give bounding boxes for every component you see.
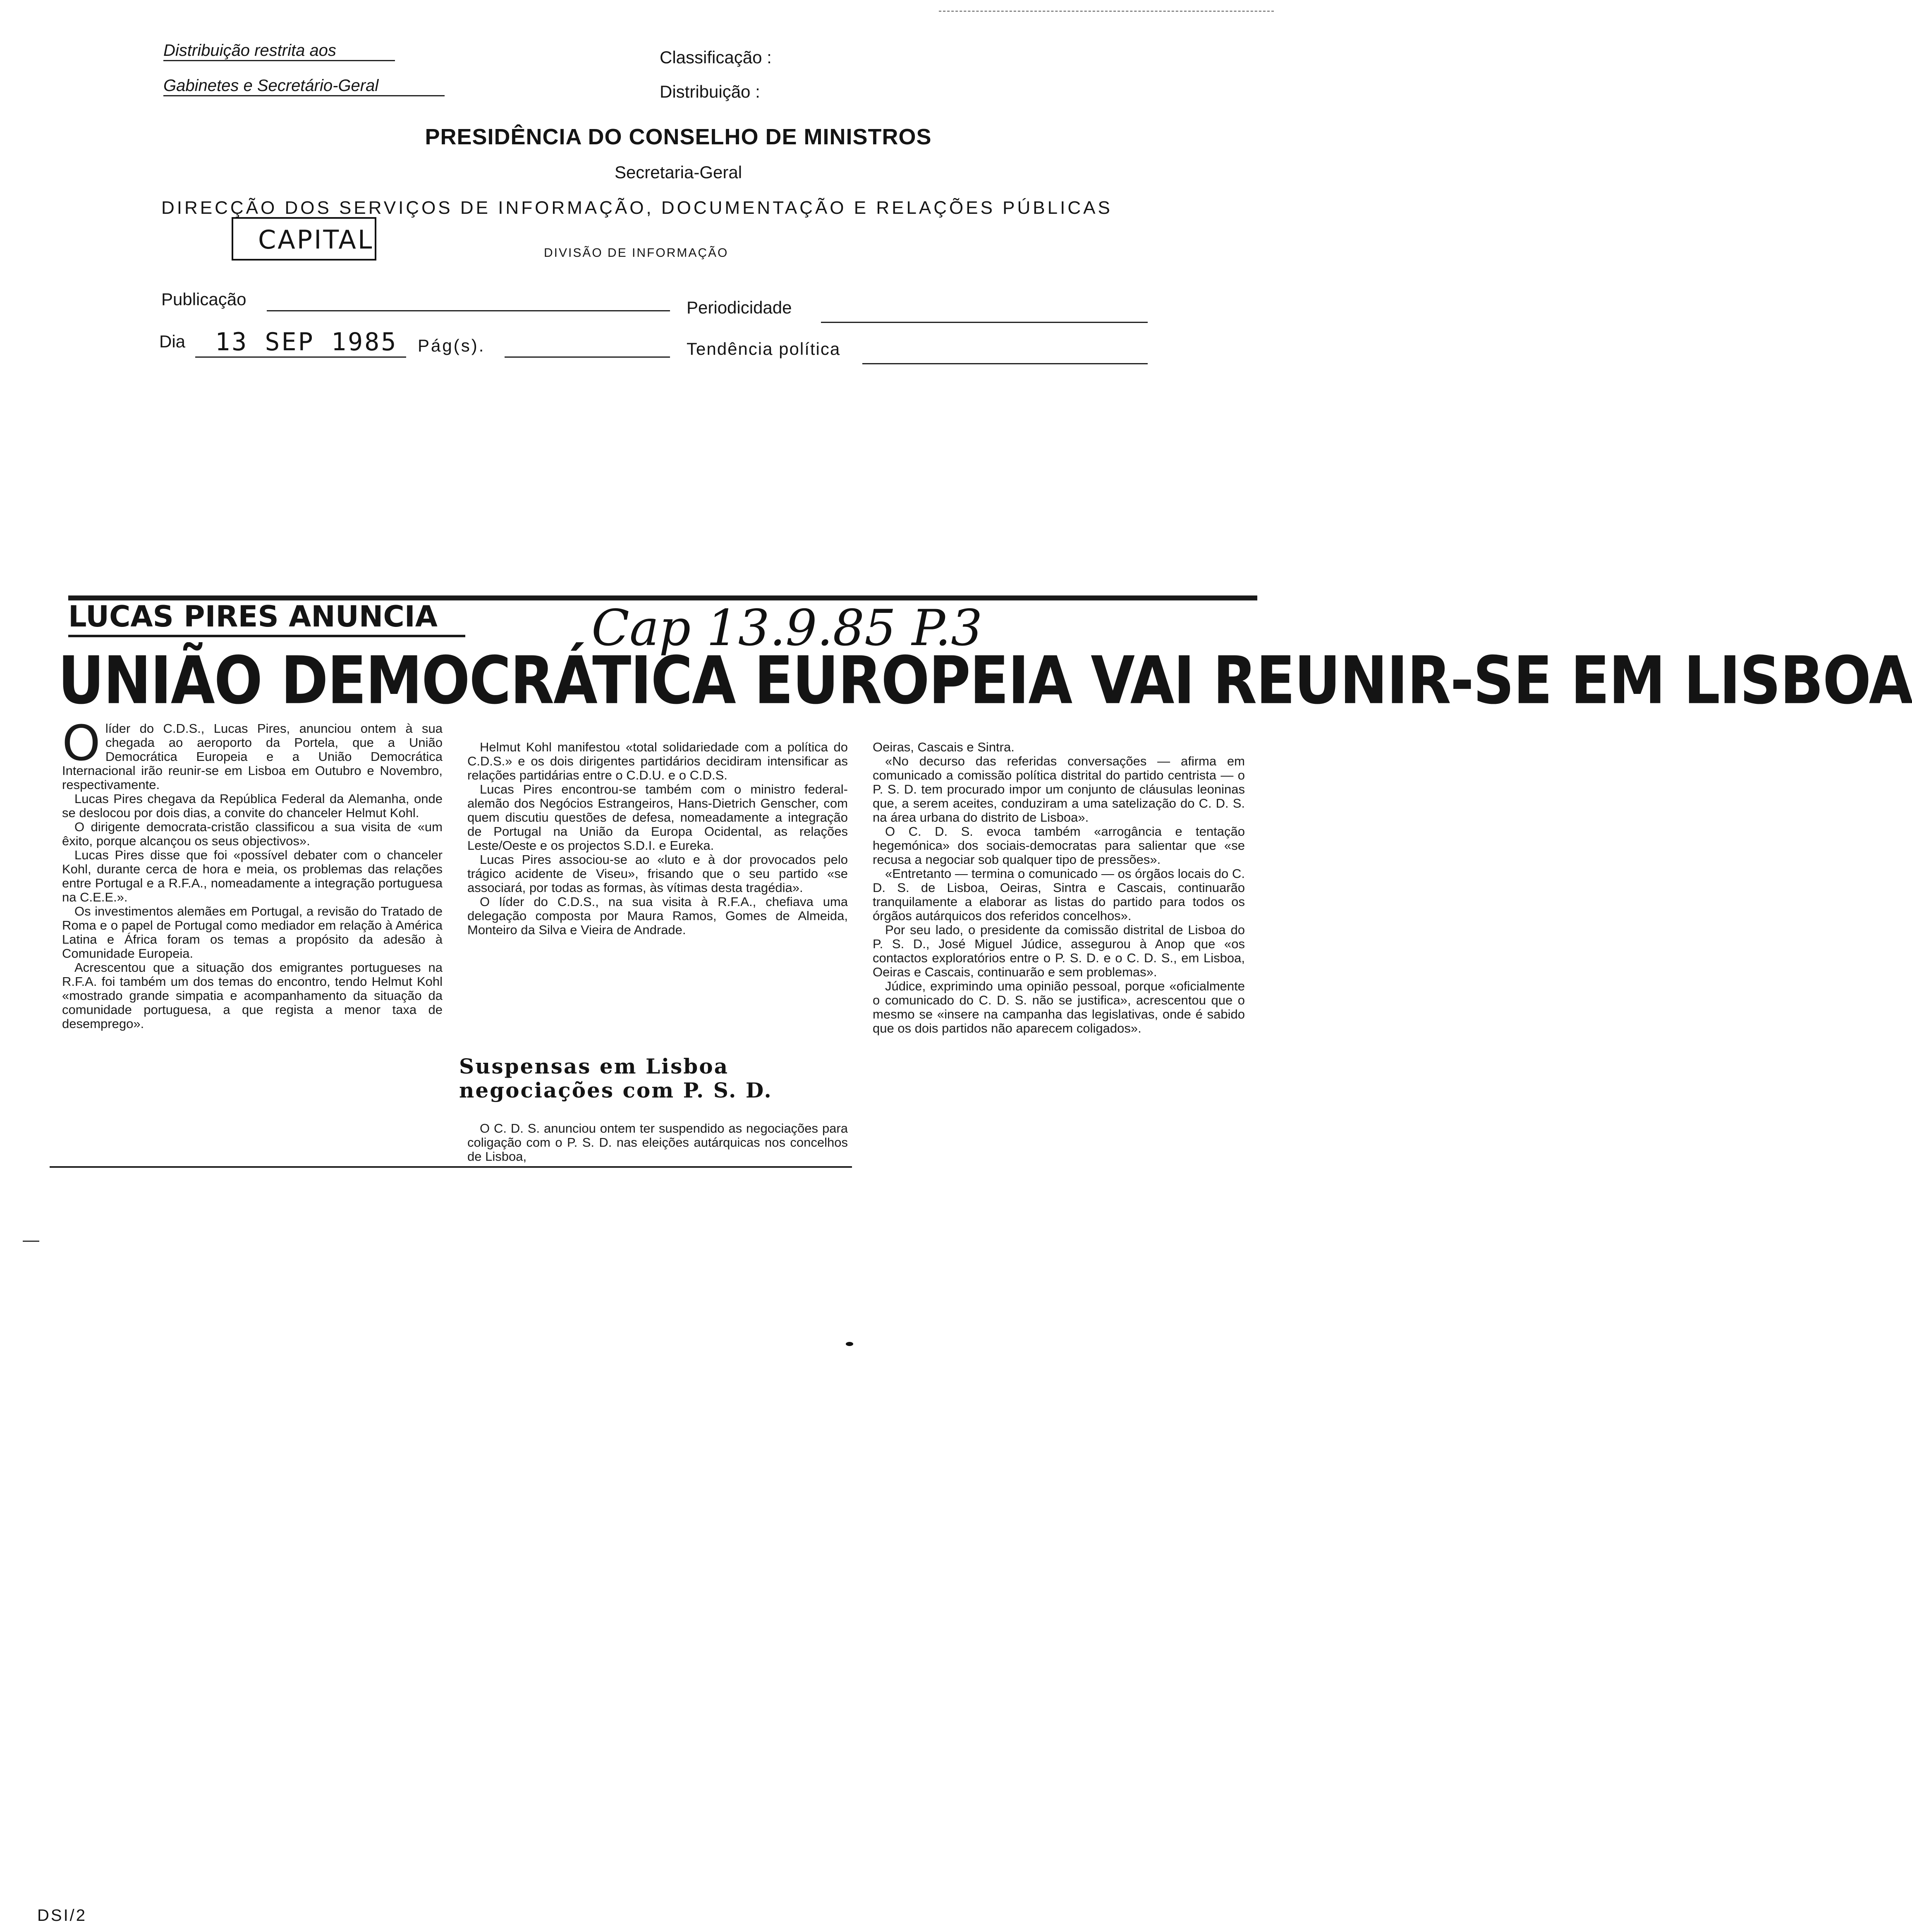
col1-paragraph: Acrescentou que a situação dos emigrantes portugueses na R.F.A. foi também um dos temas do encontro, tendo Helmut Kohl «mostrado grande simpatia e acompanhamento da situação da comunidade portuguesa, a que regista a menor taxa de desemprego».: [62, 960, 443, 1031]
periodicity-field-line: [821, 322, 1148, 323]
political-tendency-label: Tendência política: [687, 339, 841, 359]
col1-paragraph: O dirigente democrata-cristão classificou a sua visita de «um êxito, porque alcançou os seus objectivos».: [62, 820, 443, 848]
col3-paragraph: Por seu lado, o presidente da comissão distrital de Lisboa do P. S. D., José Miguel Júdice, assegurou à Anop que «os contactos exploratórios entre o P. S. D. e o C. D. S., em Lisboa, Oeiras e Cascais, continuarão e sem problemas».: [873, 923, 1245, 979]
col2-paragraph: Lucas Pires encontrou-se também com o ministro federal-alemão dos Negócios Estrangeiros, Hans-Dietrich Genscher, com quem discutiu questões de defesa, nomeadamente a integração de Portugal na União da Europa Ocidental, as relações Leste/Oeste e os projectos S.D.I. e Eureka.: [467, 782, 848, 853]
article-bottom-rule: [50, 1166, 852, 1168]
org-subtitle: Secretaria-Geral: [614, 163, 742, 182]
col3-paragraph: Oeiras, Cascais e Sintra.: [873, 740, 1015, 754]
scan-mark-top-right: [939, 11, 1274, 12]
pages-label: Pág(s).: [418, 336, 486, 355]
col3-paragraph: Júdice, exprimindo uma opinião pessoal, porque «oficialmente o comunicado do C. D. S. não se justifica», acrescentou que o mesmo se «insere na campanha das legislativas, onde é sabido que os dois partidos não aparecem coligados».: [873, 979, 1245, 1035]
publication-stamp: [232, 217, 376, 261]
col2-paragraph: O líder do C.D.S., na sua visita à R.F.A., chefiava uma delegação composta por Maura Ramos, Gomes de Almeida, Monteiro da Silva e Vieira de Andrade.: [467, 894, 848, 937]
distribution-label: Distribuição :: [660, 82, 760, 101]
handwritten-clipping-note: Cap 13.9.85 P.3: [591, 600, 983, 657]
pages-field-line: [505, 356, 670, 358]
distribution-restriction-line1: Distribuição restrita aos: [163, 41, 395, 61]
col3-paragraph: O C. D. S. evoca também «arrogância e tentação hegemónica» dos sociais-democratas para salientar que «se recusa a negociar sob qualquer tipo de pressões».: [873, 824, 1245, 867]
col1-paragraph: Lucas Pires disse que foi «possível debater com o chanceler Kohl, durante cerca de hora e meia, os problemas das relações entre Portugal e a R.F.A., nomeadamente a integração portuguesa na C.E.E.».: [62, 848, 443, 904]
col2-paragraph: Helmut Kohl manifestou «total solidariedade com a política do C.D.S.» e os dois dirigentes partidários decidiram intensificar as relações partidárias entre o C.D.U. e o C.D.S.: [467, 740, 848, 782]
scan-mark-left: [23, 1241, 39, 1242]
col3-paragraph: «Entretanto — termina o comunicado — os órgãos locais do C. D. S. de Lisboa, Oeiras, Sintra e Cascais, continuarão tranquilamente a elaborar as listas do partido para todos os órgãos autárquicos dos referidos concelhos».: [873, 866, 1245, 923]
periodicity-label: Periodicidade: [687, 298, 792, 317]
day-label: Dia: [159, 332, 186, 351]
drop-cap: O: [62, 715, 101, 772]
date-stamp: 13 SEP 1985: [215, 328, 398, 356]
article-column-3: [873, 740, 1245, 1035]
article-subhead: Suspensas em Lisboa negociações com P. S. D.: [459, 1054, 773, 1102]
article-column-2b: [467, 1121, 848, 1164]
scan-mark-dot: [846, 1342, 853, 1346]
org-title: PRESIDÊNCIA DO CONSELHO DE MINISTROS: [425, 124, 932, 149]
publication-label: Publicação: [161, 289, 246, 309]
day-field-line: [195, 356, 406, 358]
kicker-underline: [68, 635, 465, 637]
col2b-paragraph: O C. D. S. anunciou ontem ter suspendido as negociações para coligação com o P. S. D. nas eleições autárquicas nos concelhos de Lisboa,: [467, 1121, 848, 1164]
article-column-1: [62, 715, 443, 1031]
col1-paragraph: líder do C.D.S., Lucas Pires, anunciou ontem à sua chegada ao aeroporto da Portela, que a União Democrática Europeia e a União Democrática Internacional irão reunir-se em Lisboa em Outubro e Novembro, respectivamente.: [62, 721, 443, 792]
tendency-field-line: [862, 363, 1148, 364]
col3-paragraph: «No decurso das referidas conversações — afirma em comunicado a comissão política distrital do partido centrista — o P. S. D. tem procurado impor um conjunto de cláusulas leoninas que, a serem aceites, conduziram a uma satelização do C. D. S. na área urbana do distrito de Lisboa».: [873, 754, 1245, 825]
division-label: DIVISÃO DE INFORMAÇÃO: [544, 246, 729, 260]
col2-paragraph: Lucas Pires associou-se ao «luto e à dor provocados pelo trágico acidente de Viseu», frisando que o seu partido «se associará, por todas as formas, às vítimas desta tragédia».: [467, 852, 848, 895]
corner-form-code: DSI/2: [37, 1906, 87, 1925]
publication-stamp-text: CAPITAL: [258, 225, 374, 255]
col1-paragraph: Lucas Pires chegava da República Federal da Alemanha, onde se deslocou por dois dias, a convite do chanceler Helmut Kohl.: [62, 791, 443, 820]
article-kicker: LUCAS PIRES ANUNCIA: [68, 600, 438, 634]
article-headline: UNIÃO DEMOCRÁTICA EUROPEIA VAI REUNIR-SE EM LISBOA: [58, 642, 1912, 719]
publication-field-line: [267, 310, 670, 311]
directorate-line: DIRECÇÃO DOS SERVIÇOS DE INFORMAÇÃO, DOCUMENTAÇÃO E RELAÇÕES PÚBLICAS: [161, 198, 1113, 218]
classification-label: Classificação :: [660, 48, 772, 67]
article-column-2: [467, 740, 848, 937]
distribution-restriction-line2: Gabinetes e Secretário-Geral: [163, 77, 445, 96]
col1-paragraph: Os investimentos alemães em Portugal, a revisão do Tratado de Roma e o papel de Portugal como mediador em relação à América Latina e África foram os temas a propósito da adesão à Comunidade Europeia.: [62, 904, 443, 961]
